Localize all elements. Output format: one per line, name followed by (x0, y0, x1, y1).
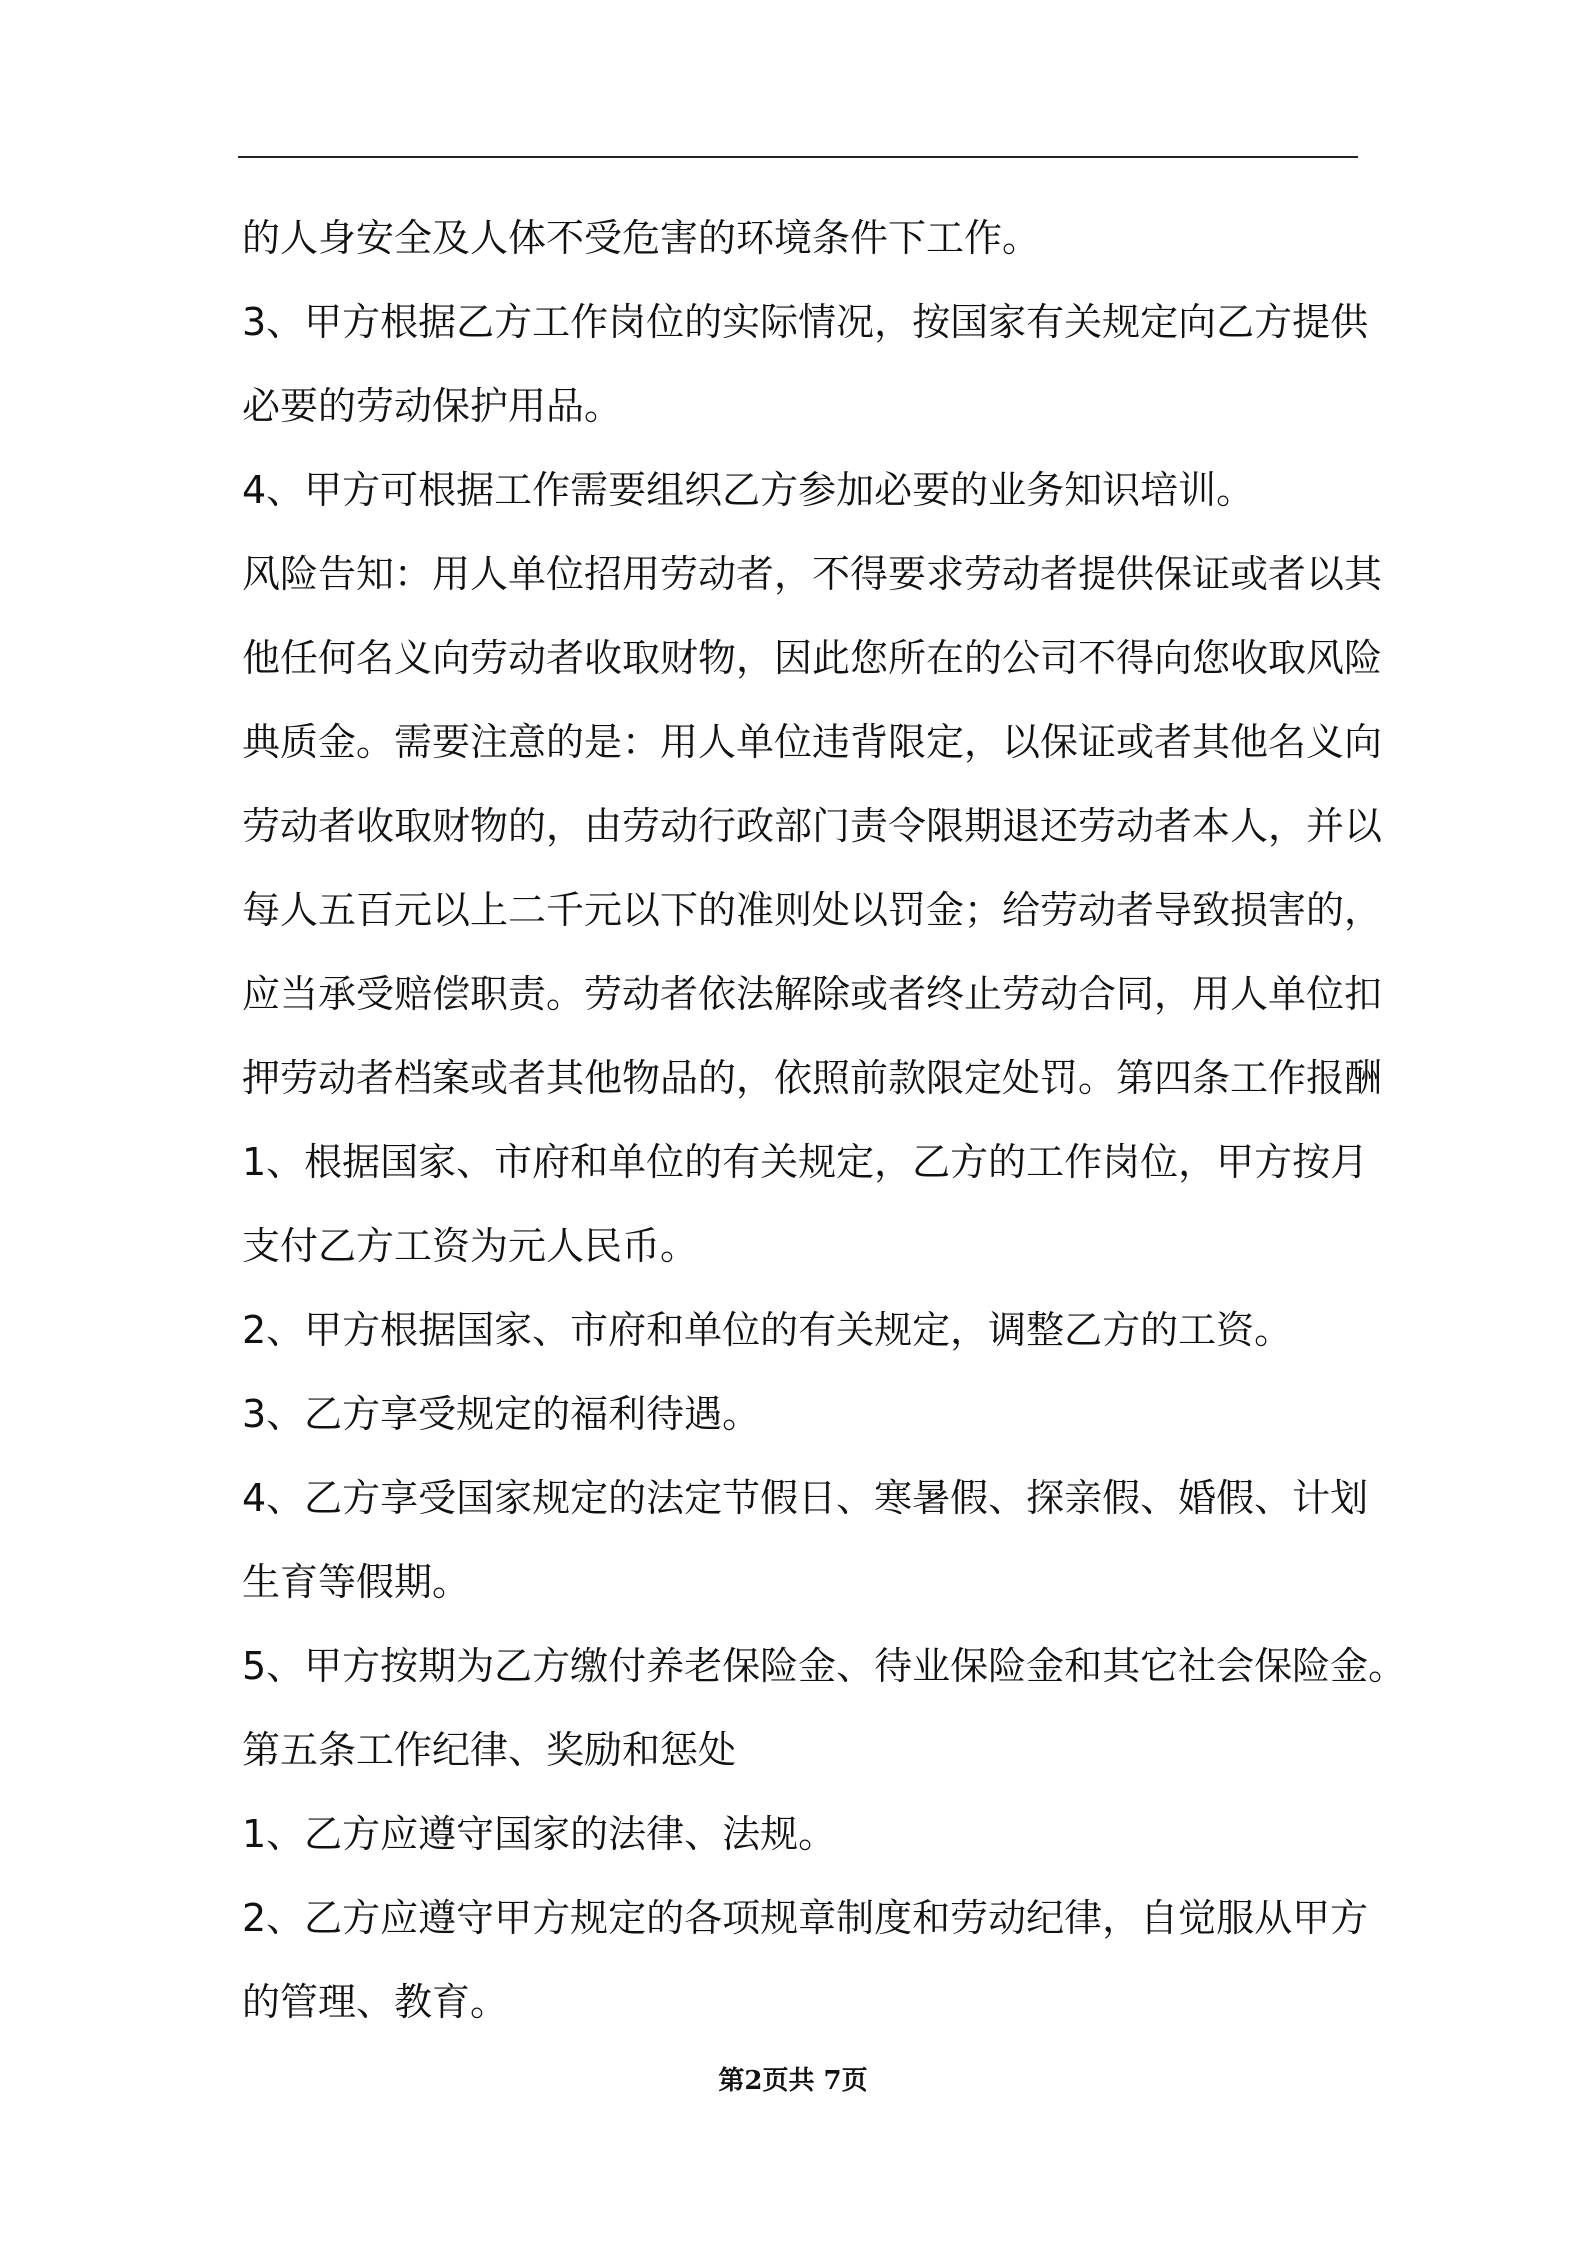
text-line: 4、甲方可根据工作需要组织乙方参加必要的业务知识培训。 (242, 468, 1255, 512)
text-line: 支付乙方工资为元人民币。 (242, 1224, 699, 1268)
text-line: 风险告知：用人单位招用劳动者，不得要求劳动者提供保证或者以其 (242, 552, 1383, 596)
text-line: 第五条工作纪律、奖励和惩处 (242, 1728, 737, 1772)
text-line: 的人身安全及人体不受危害的环境条件下工作。 (242, 216, 1041, 260)
text-line: 应当承受赔偿职责。劳动者依法解除或者终止劳动合同，用人单位扣 (242, 972, 1383, 1016)
page-number: 第2页共 7页 (718, 2066, 868, 2096)
header-rule (238, 156, 1358, 158)
text-line: 3、乙方享受规定的福利待遇。 (242, 1392, 761, 1436)
text-line: 生育等假期。 (242, 1560, 471, 1604)
text-line: 他任何名义向劳动者收取财物，因此您所在的公司不得向您收取风险 (242, 636, 1383, 680)
text-line: 4、乙方享受国家规定的法定节假日、寒暑假、探亲假、婚假、计划 (242, 1476, 1369, 1520)
text-line: 的管理、教育。 (242, 1980, 509, 2024)
text-line: 每人五百元以上二千元以下的准则处以罚金；给劳动者导致损害的， (242, 888, 1383, 932)
text-line: 3、甲方根据乙方工作岗位的实际情况，按国家有关规定向乙方提供 (242, 300, 1369, 344)
text-line: 1、乙方应遵守国家的法律、法规。 (242, 1812, 837, 1856)
text-line: 5、甲方按期为乙方缴付养老保险金、待业保险金和其它社会保险金。 (242, 1644, 1407, 1688)
document-body (242, 196, 1407, 2044)
text-line: 押劳动者档案或者其他物品的，依照前款限定处罚。第四条工作报酬 (242, 1056, 1383, 1100)
text-line: 2、乙方应遵守甲方规定的各项规章制度和劳动纪律，自觉服从甲方 (242, 1896, 1369, 1940)
text-line: 必要的劳动保护用品。 (242, 384, 623, 428)
text-line: 1、根据国家、市府和单位的有关规定，乙方的工作岗位，甲方按月 (242, 1140, 1369, 1184)
text-line: 典质金。需要注意的是：用人单位违背限定，以保证或者其他名义向 (242, 720, 1383, 764)
text-line: 2、甲方根据国家、市府和单位的有关规定，调整乙方的工资。 (242, 1308, 1293, 1352)
text-line: 劳动者收取财物的，由劳动行政部门责令限期退还劳动者本人，并以 (242, 804, 1383, 848)
